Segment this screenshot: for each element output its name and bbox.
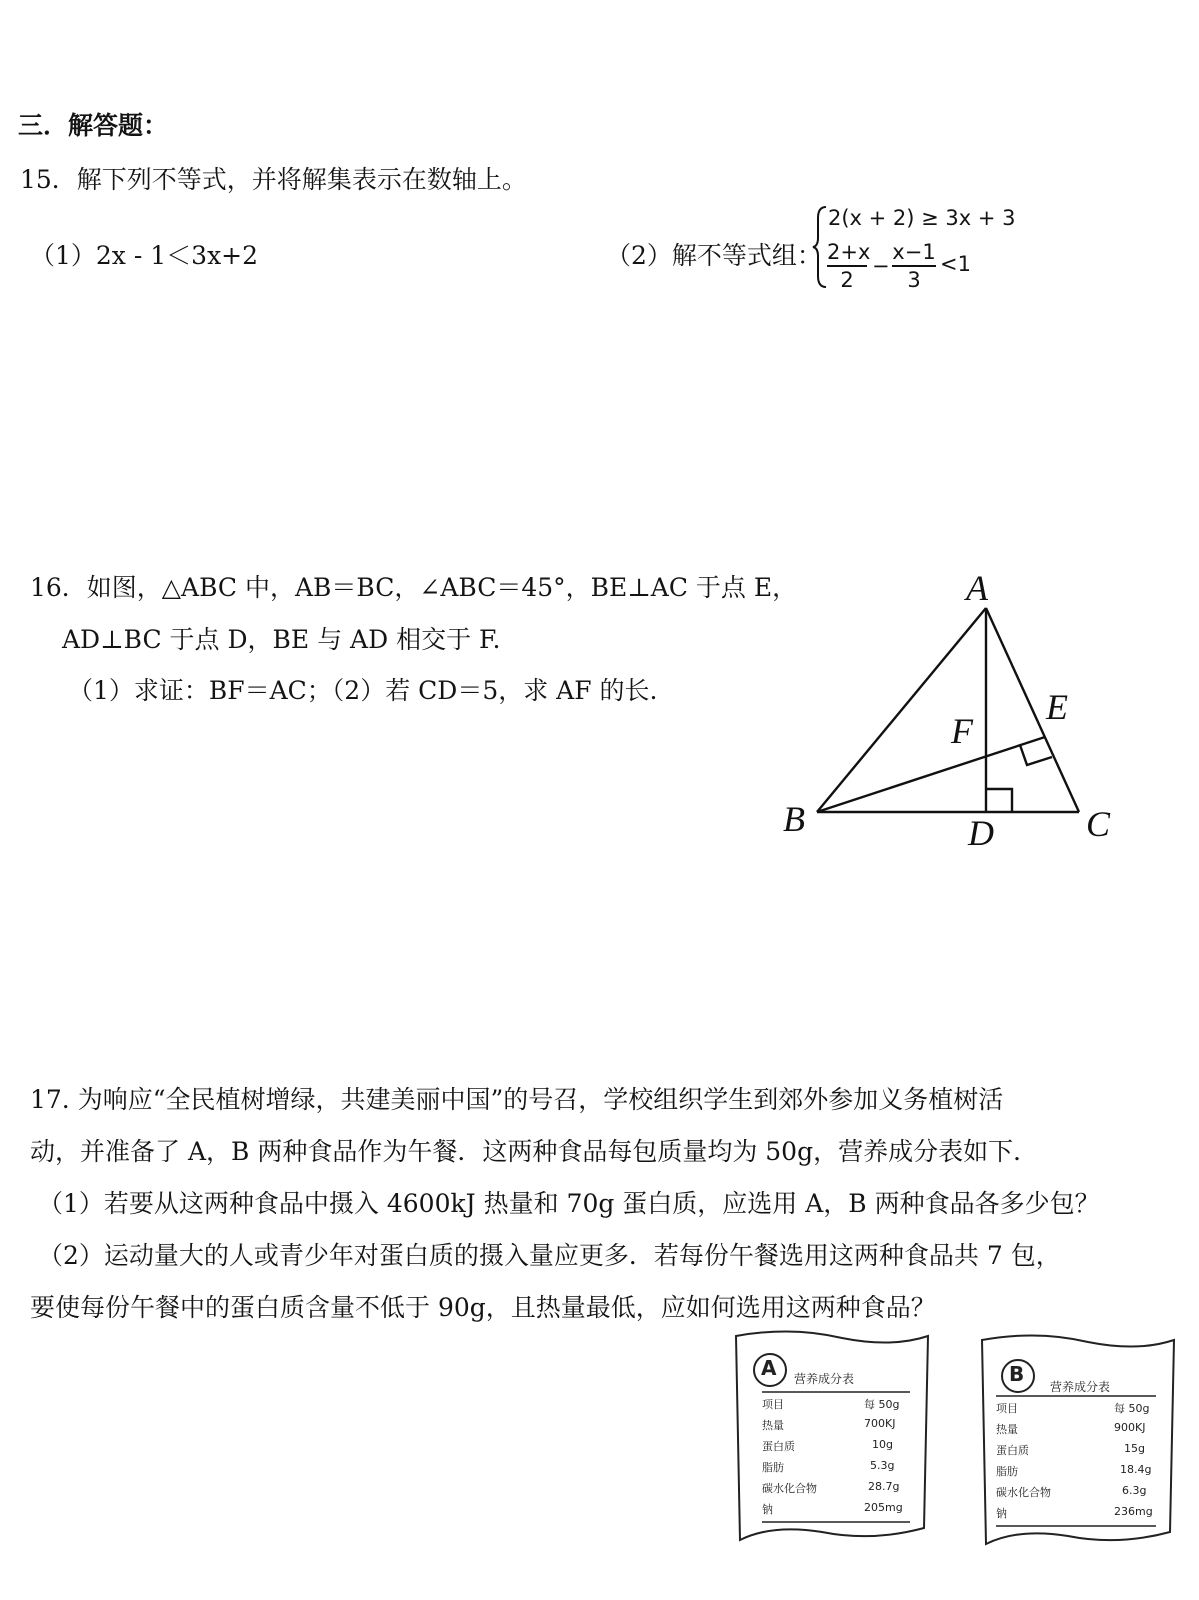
card-b-row-value: 236mg	[1114, 1505, 1153, 1518]
q17-line-4: （2）运动量大的人或青少年对蛋白质的摄入量应更多．若每份午餐选用这两种食品共 7 包，	[38, 1241, 1061, 1270]
minus-sign: −	[872, 254, 890, 278]
label-a: A	[966, 568, 988, 608]
label-f: F	[951, 711, 973, 751]
inequality-system	[812, 204, 1032, 290]
label-b: B	[783, 799, 805, 839]
fraction-2-bar	[892, 265, 936, 267]
card-a-row-label: 钠	[762, 1503, 773, 1516]
card-a-row-value: 28.7g	[868, 1480, 900, 1493]
card-b-title: 营养成分表	[1050, 1380, 1111, 1394]
triangle-figure	[770, 560, 1150, 860]
fraction-1-denominator: 2	[840, 268, 854, 292]
card-b-row-label: 热量	[996, 1423, 1018, 1436]
section-heading: 三．解答题：	[18, 111, 169, 140]
card-b-row-value: 6.3g	[1122, 1484, 1147, 1497]
card-a-row-label: 项目	[762, 1398, 784, 1411]
card-a-row-value: 10g	[872, 1438, 893, 1451]
altitude-be	[817, 737, 1045, 812]
card-b-row-value: 15g	[1124, 1442, 1145, 1455]
q16-line-1: 16．如图，△ABC 中，AB＝BC，∠ABC＝45°，BE⊥AC 于点 E，	[30, 573, 798, 602]
q17-line-3: （1）若要从这两种食品中摄入 4600kJ 热量和 70g 蛋白质，应选用 A，B 两种食品各多少包？	[38, 1189, 1100, 1218]
card-a-row-label: 碳水化合物	[762, 1482, 817, 1495]
card-b-row-label: 蛋白质	[996, 1444, 1029, 1457]
q17-line-2: 动，并准备了 A，B 两种食品作为午餐．这两种食品每包质量均为 50g，营养成分表如下．	[30, 1137, 1039, 1166]
label-c: C	[1086, 804, 1111, 844]
right-angle-d	[986, 789, 1012, 812]
card-b-row-value: 900KJ	[1114, 1421, 1146, 1434]
less-than-one: <1	[940, 252, 971, 276]
q15-stem: 15．解下列不等式，并将解集表示在数轴上。	[20, 165, 527, 194]
q17-line-5: 要使每份午餐中的蛋白质含量不低于 90g，且热量最低，应如何选用这两种食品？	[30, 1293, 936, 1322]
fraction-1-numerator: 2+x	[827, 240, 871, 264]
nutrition-card-b	[978, 1332, 1178, 1556]
q17-line-1: 17. 为响应“全民植树增绿，共建美丽中国”的号召，学校组织学生到郊外参加义务植树活	[30, 1085, 1004, 1114]
q16-line-2: AD⊥BC 于点 D，BE 与 AD 相交于 F.	[62, 625, 501, 654]
card-a-row-value: 205mg	[864, 1501, 903, 1514]
fraction-2-numerator: x−1	[892, 240, 936, 264]
label-e: E	[1046, 687, 1068, 727]
card-b-row-value: 每 50g	[1114, 1402, 1150, 1415]
q16-line-3: （1）求证：BF＝AC；（2）若 CD＝5，求 AF 的长.	[68, 676, 658, 705]
nutrition-card-a	[732, 1328, 932, 1552]
card-a-title: 营养成分表	[794, 1372, 855, 1386]
fraction-1-bar	[827, 265, 867, 267]
q15-part2-label: （2）解不等式组：	[606, 241, 822, 270]
label-d: D	[968, 813, 994, 853]
q15-part1: （1）2x - 1＜3x+2	[30, 241, 259, 270]
card-a-row-value: 5.3g	[870, 1459, 895, 1472]
fraction-1	[827, 240, 871, 292]
card-b-row-value: 18.4g	[1120, 1463, 1152, 1476]
card-b-row-label: 项目	[996, 1402, 1018, 1415]
card-a-row-label: 热量	[762, 1419, 784, 1432]
card-b-row-label: 钠	[996, 1507, 1007, 1520]
card-b-badge: B	[1009, 1362, 1025, 1386]
side-ab	[817, 608, 986, 812]
system-brace	[812, 204, 828, 290]
card-b-row-label: 碳水化合物	[996, 1486, 1051, 1499]
card-a-row-value: 700KJ	[864, 1417, 896, 1430]
card-b-row-label: 脂肪	[996, 1465, 1018, 1478]
fraction-2-denominator: 3	[907, 268, 921, 292]
system-line-1: 2(x + 2) ≥ 3x + 3	[828, 206, 1016, 230]
right-angle-e	[1020, 745, 1052, 765]
card-a-badge: A	[761, 1356, 777, 1380]
card-a-row-label: 脂肪	[762, 1461, 784, 1474]
fraction-2	[892, 240, 936, 292]
card-a-row-value: 每 50g	[864, 1398, 900, 1411]
card-a-row-label: 蛋白质	[762, 1440, 795, 1453]
